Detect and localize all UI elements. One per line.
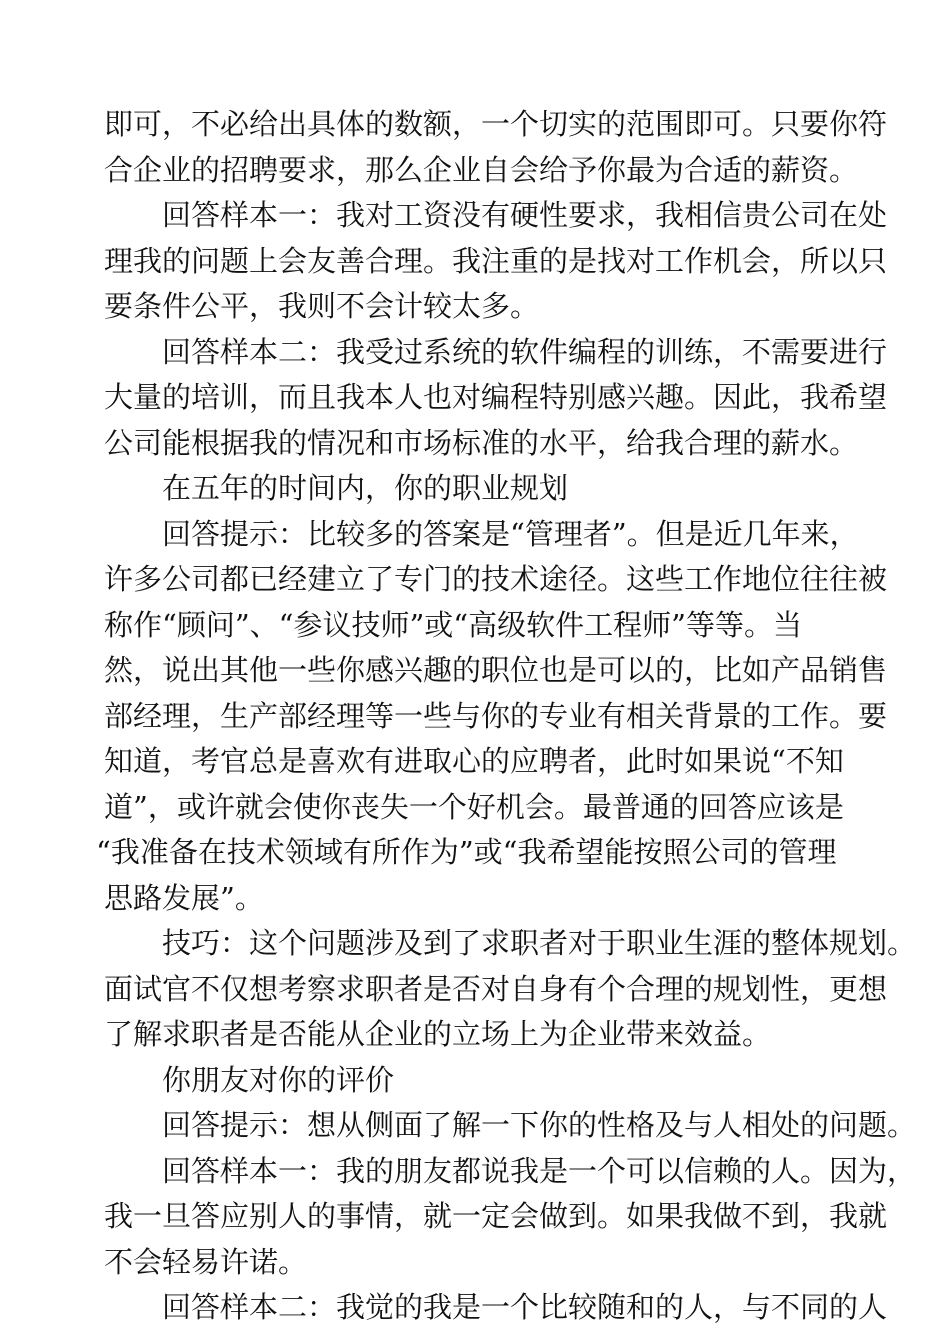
paragraph-first-line: 回答提示：想从侧面了解一下你的性格及与人相处的问题。 <box>162 1108 917 1142</box>
text-line: 知道，考官总是喜欢有进取心的应聘者，此时如果说“不知 <box>104 744 844 778</box>
text-line: 了解求职者是否能从企业的立场上为企业带来效益。 <box>104 1017 772 1051</box>
text-line: 部经理，生产部经理等一些与你的专业有相关背景的工作。要 <box>104 698 888 733</box>
text-line: 道”，或许就会使你丧失一个好机会。最普通的回答应该是 <box>104 789 844 824</box>
text-line: 不会轻易许诺。 <box>104 1244 308 1279</box>
section-heading: 在五年的时间内，你的职业规划 <box>162 471 569 505</box>
paragraph-first-line: 回答样本一：我的朋友都说我是一个可以信赖的人。因为， <box>162 1153 917 1188</box>
paragraph-first-line: 技巧：这个问题涉及到了求职者对于职业生涯的整体规划。 <box>162 926 917 960</box>
text-line: 即可，不必给出具体的数额，一个切实的范围即可。只要你符 <box>104 107 888 141</box>
text-line: 面试官不仅想考察求职者是否对自身有个合理的规划性，更想 <box>104 971 888 1006</box>
text-line: 理我的问题上会友善合理。我注重的是找对工作机会，所以只 <box>104 243 888 278</box>
text-line: 公司能根据我的情况和市场标准的水平，给我合理的薪水。 <box>104 425 859 460</box>
section-heading: 你朋友对你的评价 <box>162 1062 395 1097</box>
text-line: 许多公司都已经建立了专门的技术途径。这些工作地位往往被 <box>104 562 888 596</box>
text-line: 然，说出其他一些你感兴趣的职位也是可以的，比如产品销售 <box>104 653 888 687</box>
text-line: “我准备在技术领域有所作为”或“我希望能按照公司的管理 <box>96 835 837 869</box>
paragraph-first-line: 回答样本二：我觉的我是一个比较随和的人，与不同的人 <box>162 1290 888 1324</box>
text-line: 要条件公平，我则不会计较太多。 <box>104 289 540 323</box>
paragraph-first-line: 回答样本一：我对工资没有硬性要求，我相信贵公司在处 <box>162 198 888 232</box>
text-line: 称作“顾问”、“参议技师”或“高级软件工程师”等等。当 <box>104 607 802 642</box>
text-line: 合企业的招聘要求，那么企业自会给予你最为合适的薪资。 <box>104 152 859 187</box>
paragraph-first-line: 回答提示：比较多的答案是“管理者”。但是近几年来， <box>162 516 859 551</box>
text-line: 我一旦答应别人的事情，就一定会做到。如果我做不到，我就 <box>104 1199 888 1233</box>
text-line: 思路发展”。 <box>104 880 264 915</box>
text-line: 大量的培训，而且我本人也对编程特别感兴趣。因此，我希望 <box>104 380 888 414</box>
document-body <box>96 102 917 1331</box>
paragraph-first-line: 回答样本二：我受过系统的软件编程的训练，不需要进行 <box>162 334 888 369</box>
